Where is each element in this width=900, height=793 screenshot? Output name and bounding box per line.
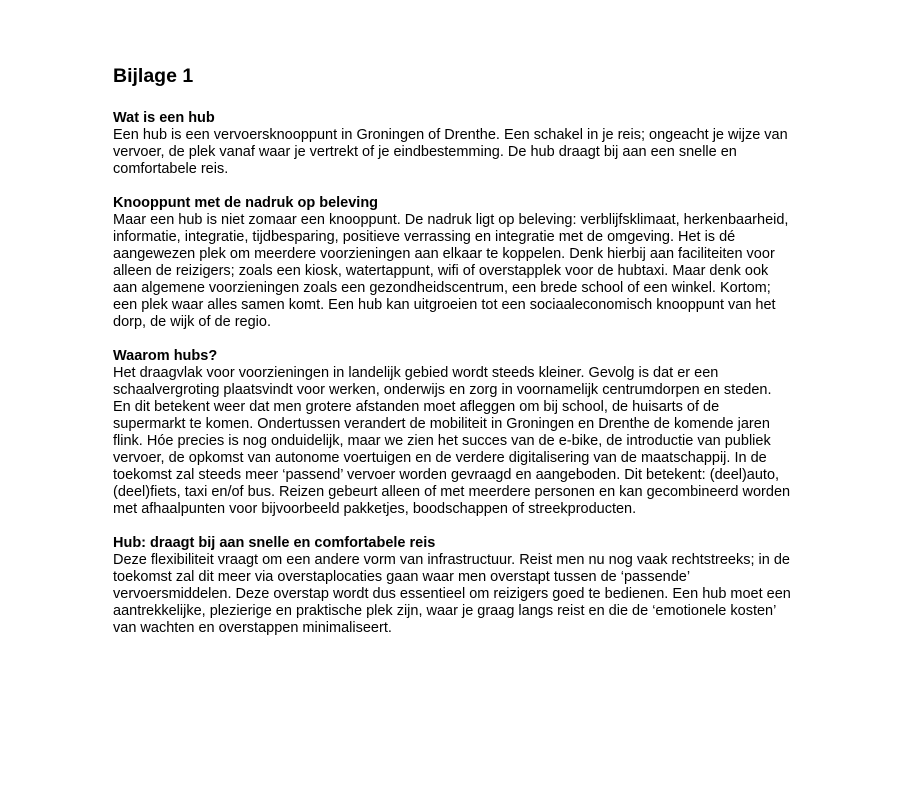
section-heading: Wat is een hub — [113, 110, 215, 126]
section-body: Maar een hub is niet zomaar een knooppunt. De nadruk ligt op beleving: verblijfsklimaat, herkenbaarheid, informatie, integratie, tijdbesparing, positieve verrassing en integratie met de omgeving. Het is dé aangewezen plek om meerdere voorzieningen aan elkaar te koppelen. Denk hierbij aan faciliteiten voor alleen de reizigers; zoals een kiosk, watertappunt, wifi of overstapplek voor de hubtaxi. Maar denk ook aan algemene voorzieningen zoals een gezondheidscentrum, een brede school of een winkel. Kortom; een plek waar alles samen komt. Een hub kan uitgroeien tot een sociaaleconomisch knooppunt van het dorp, de wijk of de regio. — [113, 212, 789, 330]
section-body: Het draagvlak voor voorzieningen in landelijk gebied wordt steeds kleiner. Gevolg is dat er een schaalvergroting plaatsvindt voor werken, onderwijs en zorg in voornamelijk centrumdorpen en steden. En dit betekent weer dat men grotere afstanden moet afleggen om bij school, de huisarts of de supermarkt te komen. Ondertussen verandert de mobiliteit in Groningen en Drenthe de komende jaren flink. Hóe precies is nog onduidelijk, maar we zien het succes van de e-bike, de introductie van publiek vervoer, de opkomst van autonome voertuigen en de verdere digitalisering van de maatschappij. In de toekomst zal steeds meer ‘passend’ vervoer worden gevraagd en aangeboden. Dit betekent: (deel)auto, (deel)fiets, taxi en/of bus. Reizen gebeurt alleen of met meerdere personen en kan gecombineerd worden met afhaalpunten voor bijvoorbeeld pakketjes, boodschappen of streekproducten. — [113, 365, 791, 517]
section-snelle-comfortabele-reis — [113, 535, 793, 637]
section-knooppunt-beleving — [113, 195, 793, 331]
section-heading: Waarom hubs? — [113, 348, 218, 364]
document-page — [113, 64, 793, 654]
section-body: Een hub is een vervoersknooppunt in Groningen of Drenthe. Een schakel in je reis; ongeacht je wijze van vervoer, de plek vanaf waar je vertrekt of je eindbestemming. De hub draagt bij aan een snelle en comfortabele reis. — [113, 127, 788, 177]
section-heading: Hub: draagt bij aan snelle en comfortabele reis — [113, 535, 436, 551]
section-waarom-hubs — [113, 348, 793, 518]
section-body: Deze flexibiliteit vraagt om een andere vorm van infrastructuur. Reist men nu nog vaak rechtstreeks; in de toekomst zal dit meer via overstaplocaties gaan waar men overstapt tussen de ‘passende’ vervoersmiddelen. Deze overstap wordt dus essentieel om reizigers goed te bedienen. Een hub moet een aantrekkelijke, plezierige en praktische plek zijn, waar je graag langs reist en die de ‘emotionele kosten’ van wachten en overstappen minimaliseert. — [113, 552, 791, 636]
section-wat-is-een-hub — [113, 110, 793, 178]
document-title: Bijlage 1 — [113, 65, 194, 87]
section-heading: Knooppunt met de nadruk op beleving — [113, 195, 379, 211]
